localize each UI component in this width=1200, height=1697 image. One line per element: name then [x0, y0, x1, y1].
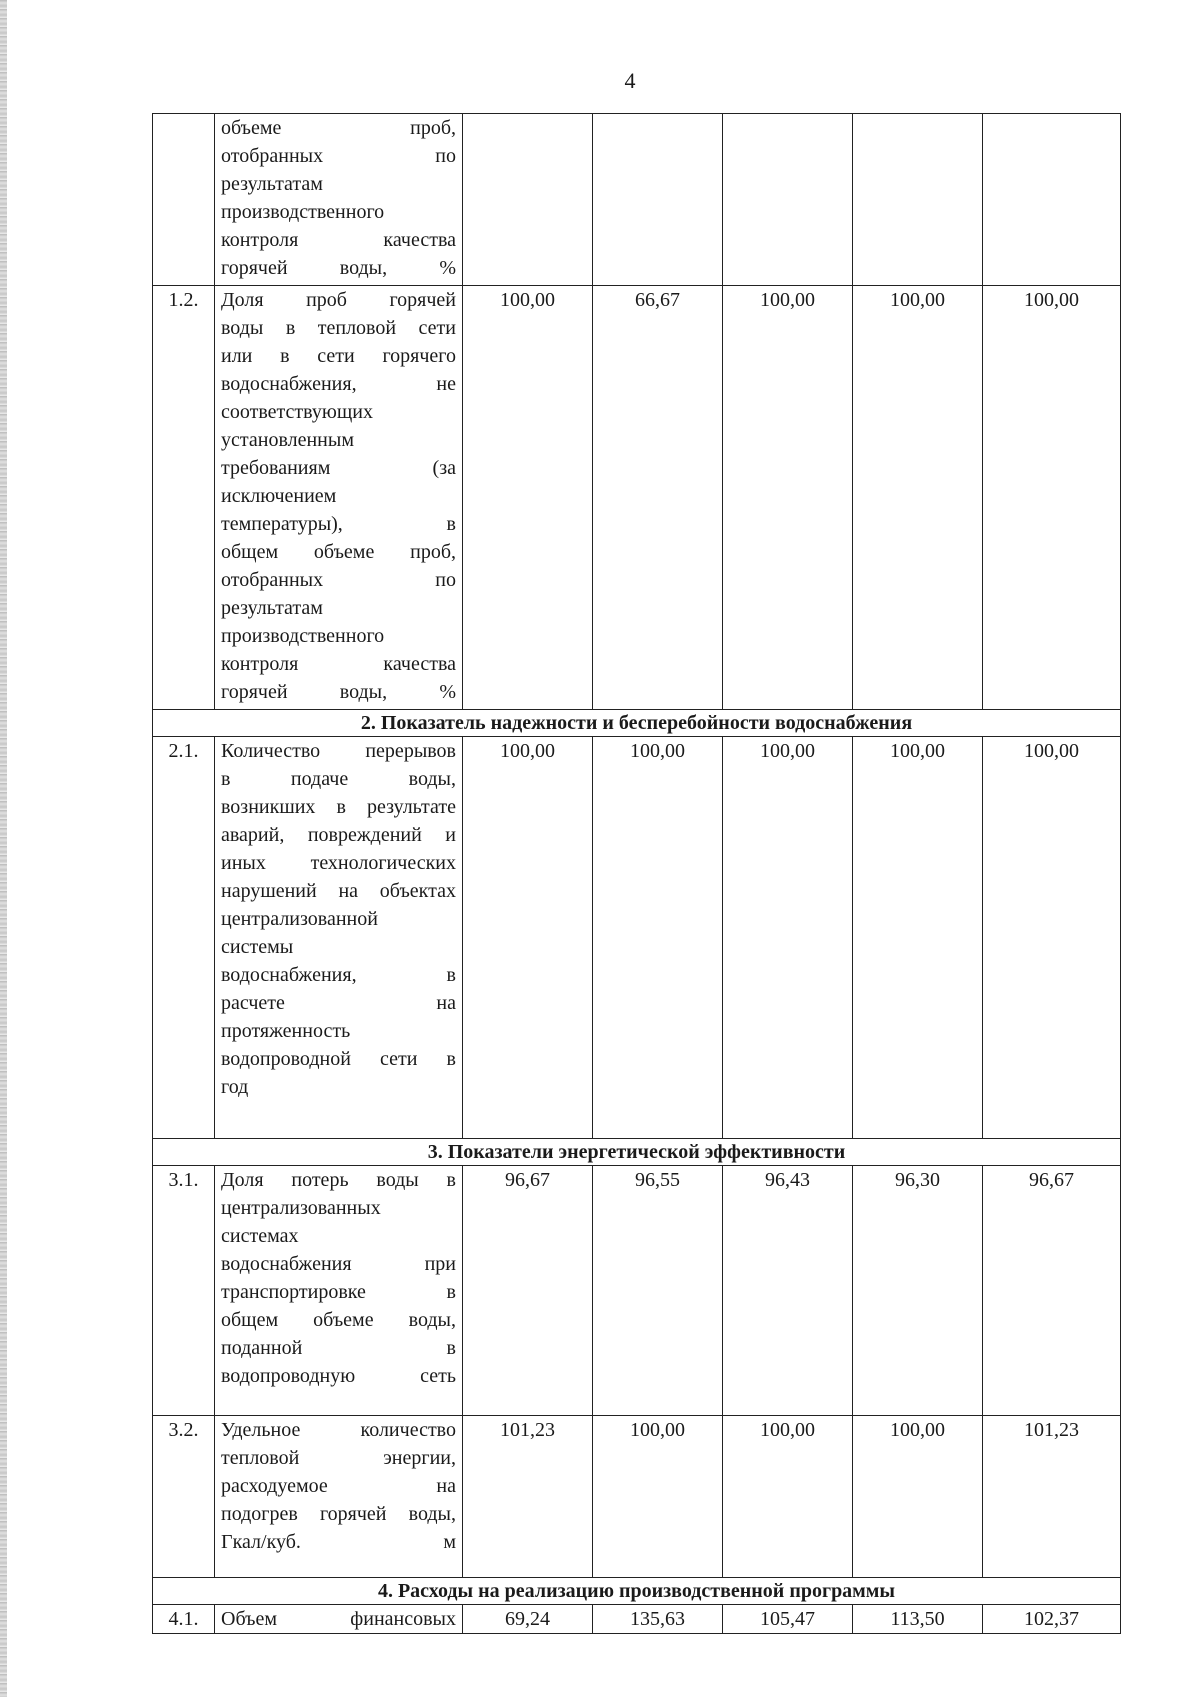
description-line: возникших в результате: [221, 796, 456, 818]
description-line: протяженность: [221, 1020, 351, 1042]
description-line: или в сети горячего: [221, 345, 456, 367]
description-line: общем объеме воды,: [221, 1309, 456, 1331]
description-line: иных технологических: [221, 852, 456, 874]
row-number: 3.1.: [153, 1166, 215, 1416]
indicator-description: [215, 286, 463, 710]
description-line: исключением: [221, 485, 337, 507]
value-cell: 100,00: [853, 1416, 983, 1578]
description-line: водоснабжения, не: [221, 373, 456, 395]
description-line: Количество перерывов: [221, 740, 456, 762]
description-line: общем объеме проб,: [221, 541, 456, 563]
indicator-description: [215, 1605, 463, 1634]
value-cell: 100,00: [983, 737, 1121, 1139]
value-cell: 100,00: [723, 1416, 853, 1578]
description-line: результатам: [221, 597, 323, 619]
description-line: объеме проб,: [221, 117, 456, 139]
description-line: воды в тепловой сети: [221, 317, 456, 339]
indicator-description: [215, 737, 463, 1139]
row-number: 2.1.: [153, 737, 215, 1139]
indicator-description: [215, 114, 463, 286]
section-header-row: [153, 1578, 1121, 1605]
description-line: производственного: [221, 625, 385, 647]
description-line: год: [221, 1076, 249, 1098]
value-cell: 100,00: [723, 737, 853, 1139]
table-row: [153, 1166, 1121, 1416]
value-cell: 96,30: [853, 1166, 983, 1416]
description-line: водоснабжения при: [221, 1253, 456, 1275]
value-cell: 100,00: [723, 286, 853, 710]
description-line: температуры), в: [221, 513, 456, 535]
description-line: системах: [221, 1225, 299, 1247]
scan-edge: [0, 0, 7, 1697]
description-line: нарушений на объектах: [221, 880, 456, 902]
section-header-row: [153, 710, 1121, 737]
value-cell: 135,63: [593, 1605, 723, 1634]
value-cell: 96,55: [593, 1166, 723, 1416]
value-cell: 96,43: [723, 1166, 853, 1416]
page-number: 4: [624, 68, 636, 93]
description-line: тепловой энергии,: [221, 1447, 456, 1469]
indicator-description: [215, 1416, 463, 1578]
table-row: [153, 737, 1121, 1139]
section-title: 3. Показатели энергетической эффективности: [153, 1139, 1121, 1166]
description-line: централизованных: [221, 1197, 381, 1219]
value-cell: 96,67: [983, 1166, 1121, 1416]
description-line: аварий, повреждений и: [221, 824, 456, 846]
table-row: [153, 1416, 1121, 1578]
value-cell: 101,23: [983, 1416, 1121, 1578]
description-line: контроля качества: [221, 229, 456, 251]
row-number: 1.2.: [153, 286, 215, 710]
value-cell: 113,50: [853, 1605, 983, 1634]
value-cell: 100,00: [463, 286, 593, 710]
value-cell: 100,00: [983, 286, 1121, 710]
value-cell: 100,00: [463, 737, 593, 1139]
description-line: контроля качества: [221, 653, 456, 675]
description-line: отобранных по: [221, 569, 456, 591]
row-number: 4.1.: [153, 1605, 215, 1634]
description-line: Доля потерь воды в: [221, 1169, 456, 1191]
description-line: требованиям (за: [221, 457, 456, 479]
value-cell: 100,00: [853, 286, 983, 710]
value-cell: 105,47: [723, 1605, 853, 1634]
description-line: Объем финансовых: [221, 1608, 456, 1630]
value-cell: 102,37: [983, 1605, 1121, 1634]
row-number: [153, 114, 215, 286]
value-cell: 69,24: [463, 1605, 593, 1634]
value-cell: 100,00: [593, 737, 723, 1139]
value-cell: 96,67: [463, 1166, 593, 1416]
description-line: расчете на: [221, 992, 456, 1014]
row-number: 3.2.: [153, 1416, 215, 1578]
description-line: транспортировке в: [221, 1281, 456, 1303]
description-line: централизованной: [221, 908, 378, 930]
description-line: отобранных по: [221, 145, 456, 167]
table-row: [153, 114, 1121, 286]
description-line: горячей воды, %: [221, 681, 456, 703]
description-line: Доля проб горячей: [221, 289, 456, 311]
value-cell: 100,00: [593, 1416, 723, 1578]
value-cell: 66,67: [593, 286, 723, 710]
description-line: горячей воды, %: [221, 257, 456, 279]
section-title: 2. Показатель надежности и бесперебойности водоснабжения: [153, 710, 1121, 737]
description-line: установленным: [221, 429, 354, 451]
section-header-row: [153, 1139, 1121, 1166]
description-line: расходуемое на: [221, 1475, 456, 1497]
section-title: 4. Расходы на реализацию производственной программы: [153, 1578, 1121, 1605]
value-cell: [723, 114, 853, 286]
description-line: водопроводную сеть: [221, 1365, 456, 1387]
description-line: соответствующих: [221, 401, 373, 423]
table-row: [153, 286, 1121, 710]
description-line: водоснабжения, в: [221, 964, 456, 986]
description-line: результатам: [221, 173, 323, 195]
description-line: системы: [221, 936, 294, 958]
description-line: подогрев горячей воды,: [221, 1503, 456, 1525]
value-cell: [463, 114, 593, 286]
value-cell: 100,00: [853, 737, 983, 1139]
value-cell: [983, 114, 1121, 286]
description-line: производственного: [221, 201, 385, 223]
description-line: Удельное количество: [221, 1419, 456, 1441]
indicators-table: [152, 113, 1121, 1634]
description-line: поданной в: [221, 1337, 456, 1359]
description-line: водопроводной сети в: [221, 1048, 456, 1070]
table-row: [153, 1605, 1121, 1634]
description-line: Гкал/куб. м: [221, 1531, 456, 1553]
value-cell: [853, 114, 983, 286]
indicator-description: [215, 1166, 463, 1416]
value-cell: 101,23: [463, 1416, 593, 1578]
description-line: в подаче воды,: [221, 768, 456, 790]
value-cell: [593, 114, 723, 286]
